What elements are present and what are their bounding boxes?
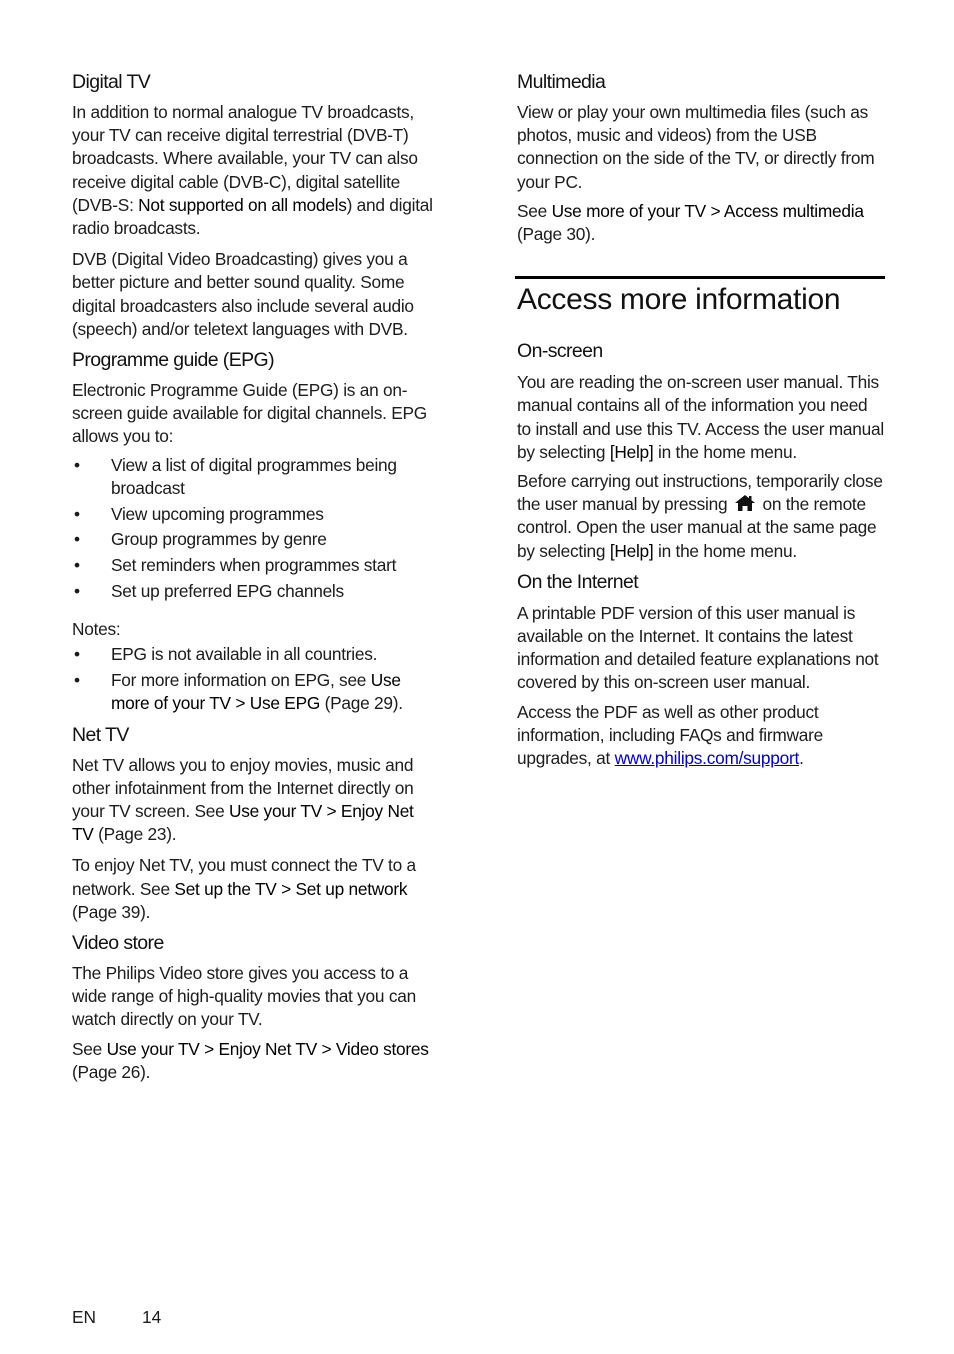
support-link[interactable]: www.philips.com/support (614, 748, 800, 769)
right-column (517, 68, 885, 770)
bullet: • (74, 503, 80, 524)
notes-label: Notes: (72, 619, 121, 640)
list-item-text: Group programmes by genre (111, 529, 327, 550)
list-item-text: View a list of digital programmes being broadcast (111, 454, 397, 498)
text: (Page 30). (517, 224, 596, 245)
on-screen-paragraph-1 (517, 371, 885, 464)
bullet: • (74, 454, 80, 475)
text: ) and digital radio broadcasts. (72, 194, 433, 239)
text: Before carrying out instructions, temporarily close the user manual by pressing (517, 471, 883, 515)
bullet: • (74, 670, 80, 691)
text: Access the PDF as well as other product information, including FAQs and firmware upgrades, at (517, 701, 823, 769)
net-tv-paragraph-1 (72, 754, 437, 847)
bold-text: Use more of your TV > Use EPG (111, 670, 401, 714)
video-store-paragraph-1: The Philips Video store gives you access to a wide range of high-quality movies that you can watch directly on your TV. (72, 963, 416, 1030)
on-screen-paragraph-2 (517, 470, 885, 563)
video-store-heading: Video store (72, 932, 164, 955)
page-number: 14 (142, 1307, 162, 1327)
digital-tv-paragraph-2: DVB (Digital Video Broadcasting) gives you a better picture and better sound quality. Some digital broadcasters also include several audio (speech) and/or teletext languages with DVB. (72, 249, 414, 339)
list-item-text: View upcoming programmes (111, 503, 324, 524)
internet-paragraph-2 (517, 701, 885, 771)
text: on the remote control. Open the user manual at the same page by selecting (517, 494, 877, 561)
digital-tv-heading: Digital TV (72, 71, 151, 93)
epg-intro: Electronic Programme Guide (EPG) is an on-screen guide available for digital channels. EPG allows you to: (72, 380, 427, 447)
on-screen-heading: On-screen (517, 340, 603, 363)
bullet: • (74, 644, 80, 665)
text: (Page 26). (72, 1061, 151, 1082)
page-footer (72, 1307, 162, 1328)
text: in the home menu. (653, 540, 797, 561)
notes-list (72, 643, 437, 715)
list-item-text: Set reminders when programmes start (111, 555, 397, 576)
text: See (517, 200, 552, 221)
list-item (72, 669, 437, 715)
bold-text: Not supported on all models (138, 194, 347, 215)
text: Net TV allows you to enjoy movies, music and other infotainment from the Internet directly on your TV screen. See (72, 754, 414, 822)
text: You are reading the on-screen user manual. This manual contains all of the information you need to install and use this TV. Access the user manual by selecting (517, 372, 884, 462)
bullet: • (74, 529, 80, 550)
net-tv-paragraph-2 (72, 854, 437, 924)
bold-text: Use more of your TV > Access multimedia (551, 200, 864, 221)
section-title: Access more information (517, 283, 841, 317)
list-item (72, 454, 437, 500)
text: To enjoy Net TV, you must connect the TV to a network. See (72, 855, 416, 899)
text: (Page 29). (320, 693, 403, 714)
bold-text: Use your TV > Enjoy Net TV (72, 801, 414, 845)
list-item-text: EPG is not available in all countries. (111, 644, 378, 665)
multimedia-paragraph-2 (517, 200, 885, 246)
text: . (799, 748, 804, 769)
text: (Page 23). (93, 824, 177, 845)
bold-text: Set up the TV > Set up network (174, 878, 408, 899)
bullet: • (74, 581, 80, 602)
list-item (72, 554, 437, 577)
bold-text: [Help] (609, 441, 654, 462)
list-item (72, 643, 437, 666)
home-icon (734, 494, 756, 512)
text: (Page 39). (72, 901, 151, 922)
multimedia-heading: Multimedia (517, 71, 606, 93)
on-the-internet-heading: On the Internet (517, 570, 639, 593)
video-store-paragraph-2 (72, 1038, 437, 1084)
epg-feature-list (72, 454, 437, 604)
digital-tv-paragraph-1 (72, 101, 437, 240)
list-item (72, 528, 437, 551)
section-divider (515, 276, 885, 279)
list-item (72, 503, 437, 526)
epg-heading: Programme guide (EPG) (72, 349, 274, 372)
multimedia-paragraph-1: View or play your own multimedia files (such as photos, music and videos) from the USB connection on the side of the TV, or directly from your PC. (517, 102, 875, 192)
net-tv-heading: Net TV (72, 723, 129, 746)
bullet: • (74, 555, 80, 576)
text: In addition to normal analogue TV broadcasts, your TV can receive digital terrestrial (DVB-T) broadcasts. Where available, your TV can also receive digital cable (DVB-C), digital satellite (DVB-S: (72, 102, 418, 215)
bold-text: Use your TV > Enjoy Net TV > Video stores (106, 1038, 429, 1059)
language-code: EN (72, 1307, 97, 1327)
list-item (72, 580, 437, 603)
list-item-text: Set up preferred EPG channels (111, 581, 344, 602)
text: See (72, 1038, 107, 1059)
bold-text: [Help] (609, 540, 654, 561)
internet-paragraph-1: A printable PDF version of this user manual is available on the Internet. It contains the latest information and detailed feature explanations not covered by this on-screen user manual. (517, 602, 879, 693)
text: in the home menu. (653, 441, 797, 462)
text: For more information on EPG, see (111, 670, 371, 691)
left-column (72, 68, 437, 1084)
